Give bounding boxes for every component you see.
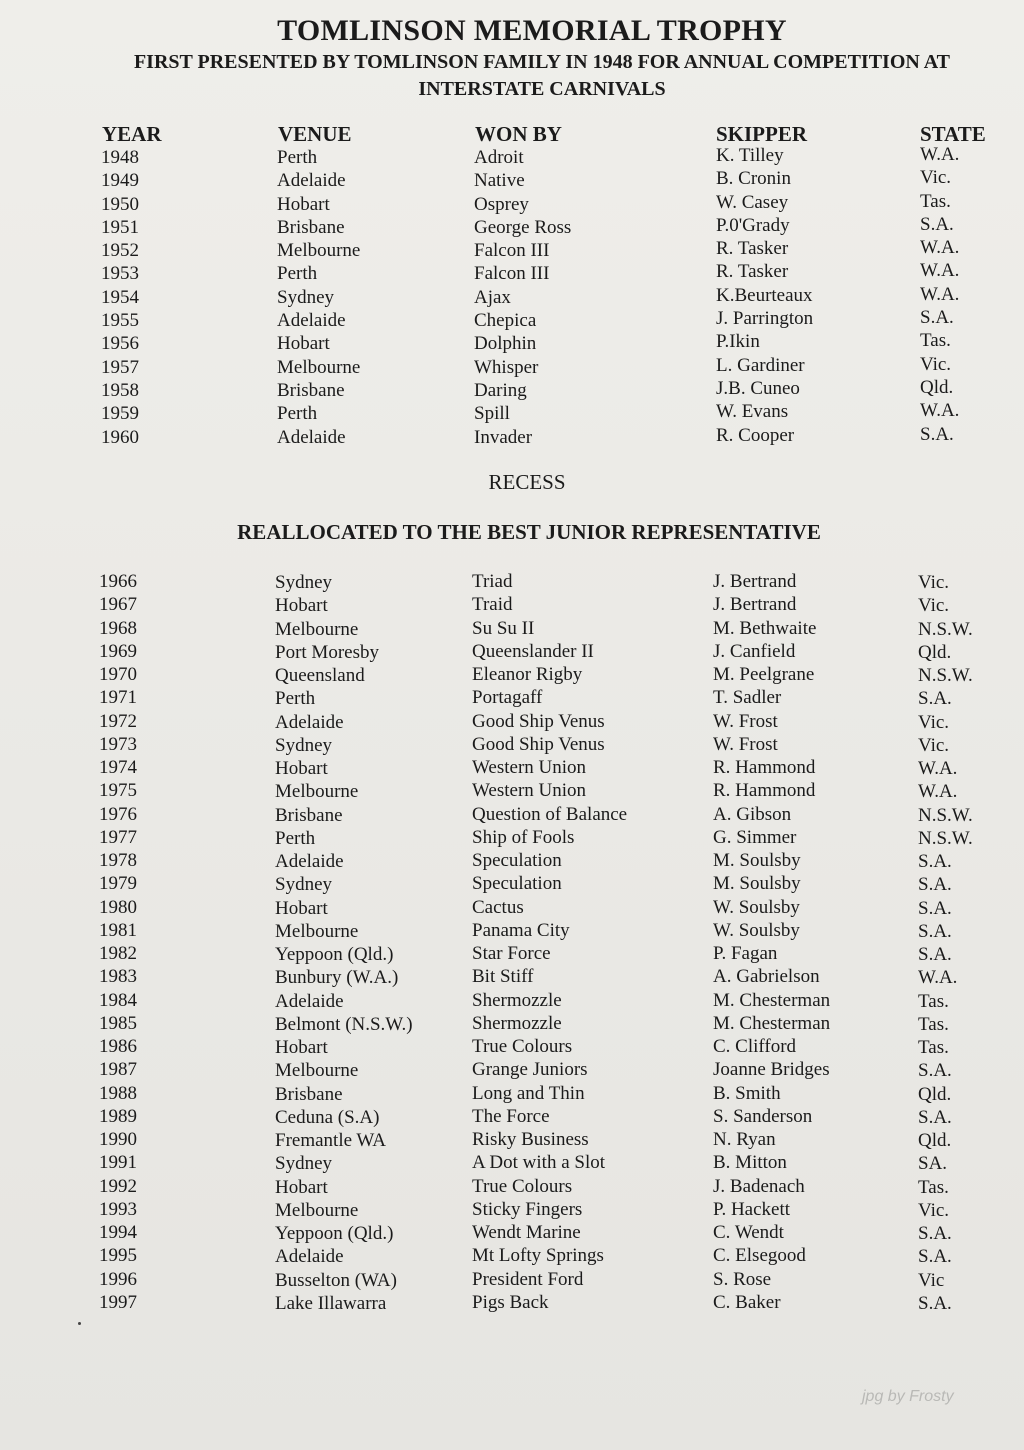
section1-venue-cell: Hobart	[277, 193, 330, 215]
section1-state-cell: Qld.	[920, 376, 954, 398]
section2-skipper-cell: R. Hammond	[713, 757, 816, 778]
section2-state-cell: N.S.W.	[918, 618, 973, 640]
section2-venue-cell: Adelaide	[275, 990, 344, 1012]
section1-year-cell: 1954	[101, 286, 139, 308]
section2-year-cell: 1989	[99, 1105, 137, 1127]
section2-won-by-cell: Long and Thin	[472, 1082, 585, 1104]
section1-year-cell: 1958	[101, 379, 139, 401]
section1-state-cell: W.A.	[920, 283, 960, 305]
section2-skipper-cell: C. Baker	[713, 1291, 781, 1313]
section2-won-by-cell: Portagaff	[472, 687, 543, 709]
section2-won-by-cell: Speculation	[472, 850, 562, 871]
section1-venue-cell: Melbourne	[277, 240, 361, 262]
section2-won-by-column	[472, 570, 627, 1314]
section2-skipper-column	[713, 570, 830, 1314]
section2-state-cell: Tas.	[918, 1037, 949, 1058]
section2-state-cell: N.S.W.	[918, 665, 973, 686]
section1-state-cell: S.A.	[920, 423, 954, 445]
section2-venue-cell: Brisbane	[275, 1083, 343, 1105]
section2-won-by-cell: Risky Business	[472, 1129, 589, 1150]
section2-year-cell: 1984	[99, 989, 137, 1011]
section2-year-cell: 1974	[99, 757, 137, 778]
section2-won-by-cell: Ship of Fools	[472, 826, 575, 848]
section1-state-cell: Vic.	[920, 353, 952, 375]
section2-skipper-cell: W. Frost	[713, 733, 778, 755]
section2-year-cell: 1988	[99, 1082, 137, 1104]
section2-skipper-cell: J. Bertrand	[713, 594, 797, 616]
section2-won-by-cell: Pigs Back	[472, 1291, 549, 1313]
section2-venue-cell: Bunbury (W.A.)	[275, 967, 399, 989]
page-title: TOMLINSON MEMORIAL TROPHY	[277, 14, 787, 47]
section2-skipper-cell: W. Soulsby	[713, 896, 800, 918]
section1-venue-column	[277, 146, 360, 449]
section1-skipper-cell: K. Tilley	[716, 145, 784, 166]
section2-skipper-cell: M. Soulsby	[713, 850, 801, 871]
section2-venue-cell: Melbourne	[275, 618, 359, 640]
section2-state-cell: S.A.	[918, 1223, 952, 1244]
section2-venue-cell: Sydney	[275, 874, 332, 896]
section1-year-cell: 1951	[101, 216, 139, 238]
section2-state-cell: S.A.	[918, 688, 952, 710]
section2-skipper-cell: T. Sadler	[713, 687, 782, 709]
section2-won-by-cell: Sticky Fingers	[472, 1198, 583, 1220]
section2-venue-cell: Sydney	[275, 572, 332, 593]
section2-venue-cell: Hobart	[275, 897, 328, 919]
stray-dot	[78, 1322, 81, 1325]
section2-venue-cell: Busselton (WA)	[275, 1269, 397, 1291]
section1-skipper-cell: L. Gardiner	[716, 354, 805, 376]
section2-won-by-cell: President Ford	[472, 1268, 584, 1290]
section2-won-by-cell: Bit Stiff	[472, 966, 534, 988]
section1-year-cell: 1950	[101, 193, 139, 215]
section2-year-cell: 1967	[99, 594, 137, 616]
section2-venue-column	[275, 571, 413, 1315]
section2-year-cell: 1971	[99, 687, 137, 709]
section1-venue-cell: Sydney	[277, 286, 334, 308]
section2-won-by-cell: Star Force	[472, 943, 551, 964]
section2-year-cell: 1987	[99, 1059, 137, 1081]
section1-year-cell: 1948	[101, 147, 139, 168]
section1-year-cell: 1957	[101, 356, 139, 378]
section2-skipper-cell: N. Ryan	[713, 1129, 776, 1150]
section2-won-by-cell: Western Union	[472, 780, 587, 802]
section2-venue-cell: Fremantle WA	[275, 1130, 386, 1151]
section2-state-cell: W.A.	[918, 967, 958, 989]
section2-state-cell: N.S.W.	[918, 827, 973, 849]
section1-year-cell: 1952	[101, 240, 139, 262]
section1-state-cell: S.A.	[920, 213, 954, 235]
section2-won-by-cell: Panama City	[472, 919, 570, 941]
section2-venue-cell: Ceduna (S.A)	[275, 1106, 380, 1128]
section1-state-cell: Tas.	[920, 330, 951, 352]
section2-won-by-cell: A Dot with a Slot	[472, 1152, 606, 1174]
section2-won-by-cell: Grange Juniors	[472, 1059, 588, 1081]
section1-won-by-cell: Whisper	[474, 356, 539, 378]
section2-state-cell: S.A.	[918, 851, 952, 872]
section2-skipper-cell: M. Chesterman	[713, 989, 831, 1011]
section2-skipper-cell: W. Soulsby	[713, 919, 800, 941]
section2-venue-cell: Melbourne	[275, 781, 359, 803]
section2-year-cell: 1995	[99, 1245, 137, 1267]
section1-year-cell: 1955	[101, 310, 139, 332]
section2-state-cell: S.A.	[918, 1106, 952, 1128]
section2-venue-cell: Adelaide	[275, 1246, 344, 1268]
section1-venue-cell: Adelaide	[277, 310, 346, 332]
section2-venue-cell: Perth	[275, 827, 316, 849]
section2-won-by-cell: Wendt Marine	[472, 1222, 581, 1243]
section1-state-cell: Vic.	[920, 167, 952, 189]
section2-year-cell: 1982	[99, 943, 137, 964]
section1-won-by-cell: Osprey	[474, 193, 529, 215]
section1-venue-cell: Melbourne	[277, 356, 361, 378]
section2-won-by-cell: Traid	[472, 594, 513, 616]
section2-skipper-cell: Joanne Bridges	[713, 1059, 830, 1081]
section2-venue-cell: Hobart	[275, 758, 328, 779]
section2-year-cell: 1968	[99, 617, 137, 639]
section2-skipper-cell: J. Bertrand	[713, 571, 797, 592]
section2-won-by-cell: Shermozzle	[472, 989, 562, 1011]
section2-skipper-cell: B. Smith	[713, 1082, 781, 1104]
section2-state-cell: Qld.	[918, 641, 952, 663]
section2-skipper-cell: R. Hammond	[713, 780, 816, 802]
section2-skipper-cell: A. Gibson	[713, 803, 792, 825]
section1-won-by-cell: Adroit	[474, 147, 524, 168]
section1-year-cell: 1953	[101, 263, 139, 285]
section2-venue-cell: Belmont (N.S.W.)	[275, 1013, 413, 1035]
section2-skipper-cell: A. Gabrielson	[713, 966, 820, 988]
section1-venue-cell: Perth	[277, 263, 318, 285]
section2-venue-cell: Perth	[275, 688, 316, 710]
section2-won-by-cell: Eleanor Rigby	[472, 664, 583, 685]
section1-venue-cell: Adelaide	[277, 170, 346, 192]
section1-skipper-cell: P.0'Grady	[716, 214, 790, 236]
section2-year-cell: 1994	[99, 1222, 137, 1243]
section1-won-by-cell: George Ross	[474, 216, 572, 238]
section2-won-by-cell: Good Ship Venus	[472, 733, 605, 755]
section1-venue-cell: Adelaide	[277, 426, 346, 448]
section2-skipper-cell: C. Elsegood	[713, 1245, 806, 1267]
section2-skipper-cell: P. Hackett	[713, 1198, 791, 1220]
header-state: STATE	[920, 122, 986, 146]
section2-state-cell: W.A.	[918, 781, 958, 803]
subtitle-line-2: INTERSTATE CARNIVALS	[418, 78, 666, 100]
section1-won-by-column	[474, 146, 571, 449]
section2-skipper-cell: M. Soulsby	[713, 873, 801, 895]
section1-won-by-cell: Invader	[474, 426, 533, 448]
section2-year-cell: 1990	[99, 1129, 137, 1150]
section2-won-by-cell: Su Su II	[472, 617, 535, 639]
section1-skipper-cell: R. Tasker	[716, 238, 789, 260]
section2-state-cell: W.A.	[918, 758, 958, 779]
section2-state-cell: SA.	[918, 1153, 948, 1175]
section2-won-by-cell: Good Ship Venus	[472, 710, 605, 732]
section1-won-by-cell: Native	[474, 170, 525, 192]
subtitle-line-1: FIRST PRESENTED BY TOMLINSON FAMILY IN 1948 FOR ANNUAL COMPETITION AT	[133, 51, 951, 73]
section2-state-cell: Vic.	[918, 1199, 950, 1221]
section1-skipper-column	[716, 144, 813, 447]
section1-venue-cell: Perth	[277, 147, 318, 168]
section1-won-by-cell: Falcon III	[474, 263, 550, 285]
section2-state-cell: S.A.	[918, 874, 952, 896]
section1-won-by-cell: Daring	[474, 379, 527, 401]
section2-venue-cell: Port Moresby	[275, 641, 379, 663]
section2-skipper-cell: J. Canfield	[713, 640, 796, 662]
section2-state-cell: S.A.	[918, 897, 952, 919]
section1-won-by-cell: Spill	[474, 403, 510, 425]
section2-venue-cell: Yeppoon (Qld.)	[275, 1223, 394, 1244]
section2-year-cell: 1991	[99, 1152, 137, 1174]
section2-venue-cell: Hobart	[275, 1037, 328, 1058]
section2-year-cell: 1996	[99, 1268, 137, 1290]
recess-label: RECESS	[488, 470, 566, 494]
section2-year-cell: 1993	[99, 1198, 137, 1220]
section2-year-column	[99, 570, 137, 1314]
section2-state-cell: Vic.	[918, 572, 950, 593]
section1-state-cell: W.A.	[920, 237, 960, 259]
section2-state-cell: S.A.	[918, 1060, 952, 1082]
section2-venue-cell: Brisbane	[275, 804, 343, 826]
section1-skipper-cell: J.B. Cuneo	[716, 377, 800, 399]
section2-skipper-cell: C. Clifford	[713, 1036, 797, 1057]
section2-year-cell: 1981	[99, 919, 137, 941]
section2-year-cell: 1992	[99, 1175, 137, 1197]
section2-skipper-cell: G. Simmer	[713, 826, 797, 848]
section1-year-cell: 1949	[101, 170, 139, 192]
section2-venue-cell: Hobart	[275, 1176, 328, 1198]
section1-skipper-cell: K.Beurteaux	[716, 284, 813, 306]
section2-state-cell: Tas.	[918, 1176, 949, 1198]
section2-venue-cell: Sydney	[275, 1153, 332, 1175]
section1-year-cell: 1959	[101, 403, 139, 425]
section1-skipper-cell: R. Cooper	[716, 424, 795, 446]
section1-state-cell: Tas.	[920, 190, 951, 212]
section1-venue-cell: Brisbane	[277, 379, 345, 401]
section1-skipper-cell: B. Cronin	[716, 168, 791, 190]
section1-skipper-cell: R. Tasker	[716, 261, 789, 283]
section1-state-cell: W.A.	[920, 260, 960, 282]
section2-venue-cell: Adelaide	[275, 711, 344, 733]
section2-year-cell: 1969	[99, 640, 137, 662]
watermark: jpg by Frosty	[862, 1388, 954, 1405]
section2-state-cell: Vic.	[918, 734, 950, 756]
section2-venue-cell: Melbourne	[275, 1060, 359, 1082]
section1-won-by-cell: Ajax	[474, 286, 511, 308]
section2-year-cell: 1997	[99, 1291, 137, 1313]
section2-skipper-cell: M. Peelgrane	[713, 664, 815, 685]
section2-venue-cell: Sydney	[275, 734, 332, 756]
section2-skipper-cell: S. Rose	[713, 1268, 772, 1290]
section1-won-by-cell: Dolphin	[474, 333, 537, 355]
section2-won-by-cell: The Force	[472, 1105, 550, 1127]
section1-state-column	[920, 143, 959, 446]
section2-won-by-cell: Question of Balance	[472, 803, 628, 825]
section2-skipper-cell: B. Mitton	[713, 1152, 787, 1174]
section2-won-by-cell: Queenslander II	[472, 640, 594, 662]
section2-state-cell: S.A.	[918, 920, 952, 942]
section2-venue-cell: Melbourne	[275, 920, 359, 942]
section2-skipper-cell: W. Frost	[713, 710, 778, 732]
section1-won-by-cell: Falcon III	[474, 240, 550, 262]
section2-state-cell: N.S.W.	[918, 804, 973, 826]
section2-state-cell: Qld.	[918, 1130, 952, 1151]
section2-state-cell: S.A.	[918, 1292, 952, 1314]
section2-skipper-cell: P. Fagan	[713, 943, 778, 964]
section2-year-cell: 1970	[99, 664, 137, 685]
section2-year-cell: 1980	[99, 896, 137, 918]
section2-won-by-cell: Mt Lofty Springs	[472, 1245, 604, 1267]
section1-year-cell: 1956	[101, 333, 139, 355]
section1-venue-cell: Brisbane	[277, 216, 345, 238]
section1-won-by-cell: Chepica	[474, 310, 537, 332]
section2-skipper-cell: J. Badenach	[713, 1175, 805, 1197]
section1-skipper-cell: W. Casey	[716, 191, 789, 213]
section2-year-cell: 1983	[99, 966, 137, 988]
section1-state-cell: W.A.	[920, 144, 960, 165]
section2-state-cell: Tas.	[918, 990, 949, 1012]
section2-skipper-cell: S. Sanderson	[713, 1105, 813, 1127]
section2-venue-cell: Adelaide	[275, 851, 344, 872]
section2-year-cell: 1973	[99, 733, 137, 755]
section2-won-by-cell: True Colours	[472, 1175, 573, 1197]
section2-year-cell: 1977	[99, 826, 137, 848]
section1-skipper-cell: P.Ikin	[716, 331, 760, 353]
section2-year-cell: 1979	[99, 873, 137, 895]
section2-year-cell: 1985	[99, 1012, 137, 1034]
section2-state-cell: S.A.	[918, 1246, 952, 1268]
section2-skipper-cell: C. Wendt	[713, 1222, 784, 1243]
section2-won-by-cell: Cactus	[472, 896, 524, 918]
section2-won-by-cell: True Colours	[472, 1036, 573, 1057]
section2-venue-cell: Melbourne	[275, 1199, 359, 1221]
section1-skipper-cell: W. Evans	[716, 401, 789, 423]
section1-year-column	[101, 146, 139, 449]
section2-year-cell: 1966	[99, 571, 137, 592]
section2-state-cell: S.A.	[918, 944, 952, 965]
section2-state-cell: Vic.	[918, 595, 950, 617]
section2-won-by-cell: Shermozzle	[472, 1012, 562, 1034]
section1-state-cell: W.A.	[920, 400, 960, 422]
section2-year-cell: 1975	[99, 780, 137, 802]
section2-year-cell: 1986	[99, 1036, 137, 1057]
section2-year-cell: 1972	[99, 710, 137, 732]
section2-venue-cell: Lake Illawarra	[275, 1292, 387, 1314]
header-venue: VENUE	[278, 122, 352, 146]
section2-state-cell: Vic.	[918, 711, 950, 733]
section2-skipper-cell: M. Chesterman	[713, 1012, 831, 1034]
section2-state-cell: Tas.	[918, 1013, 949, 1035]
section2-venue-cell: Yeppoon (Qld.)	[275, 944, 394, 965]
page-subtitle	[60, 49, 1024, 103]
section2-year-cell: 1976	[99, 803, 137, 825]
section2-state-cell: Qld.	[918, 1083, 952, 1105]
header-won-by: WON BY	[475, 122, 562, 146]
section2-skipper-cell: M. Bethwaite	[713, 617, 817, 639]
section1-venue-cell: Perth	[277, 403, 318, 425]
section2-state-cell: Vic	[918, 1269, 945, 1291]
section2-year-cell: 1978	[99, 850, 137, 871]
section2-venue-cell: Queensland	[275, 665, 365, 686]
section2-venue-cell: Hobart	[275, 595, 328, 617]
section1-state-cell: S.A.	[920, 307, 954, 329]
section1-skipper-cell: J. Parrington	[716, 308, 814, 330]
section1-year-cell: 1960	[101, 426, 139, 448]
section2-won-by-cell: Western Union	[472, 757, 587, 778]
reallocated-heading: REALLOCATED TO THE BEST JUNIOR REPRESENTATIVE	[237, 520, 821, 544]
section2-won-by-cell: Speculation	[472, 873, 562, 895]
header-year: YEAR	[102, 122, 162, 146]
section2-won-by-cell: Triad	[472, 571, 513, 592]
header-skipper: SKIPPER	[716, 122, 808, 146]
section1-venue-cell: Hobart	[277, 333, 330, 355]
section2-state-column	[918, 571, 973, 1315]
